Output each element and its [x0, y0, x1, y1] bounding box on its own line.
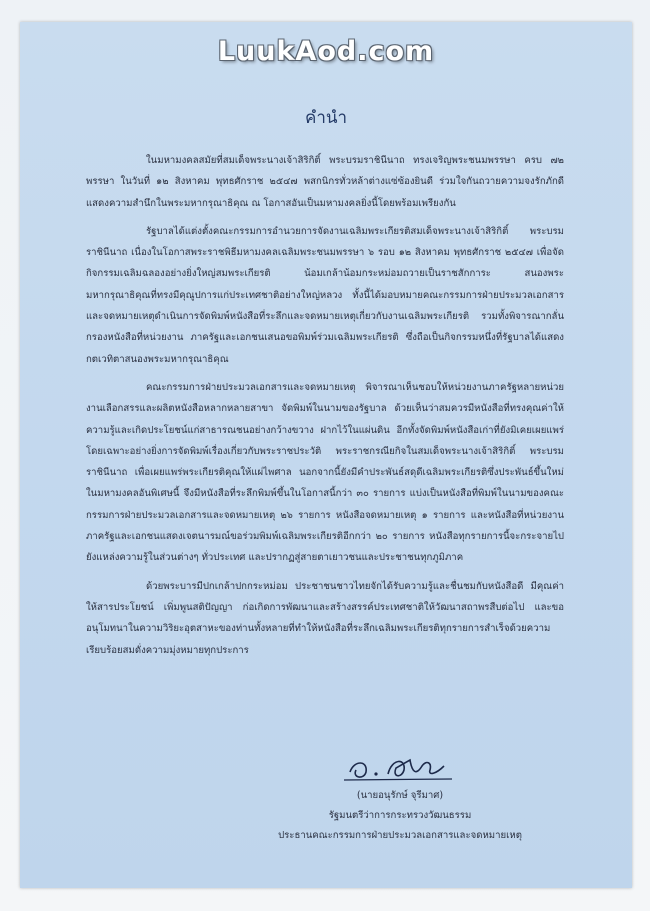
handwritten-signature [340, 752, 460, 784]
watermark: LuukAod.com [217, 36, 435, 67]
page-title: คำนำ [304, 108, 348, 128]
signatory-name: (นายอนุรักษ์ จุรีมาศ) [356, 790, 444, 801]
paragraph-2: รัฐบาลได้แต่งตั้งคณะกรรมการอำนวยการจัดงานเฉลิมพระเกียรติสมเด็จพระนางเจ้าสิริกิติ์ พระบรมราชินีนาถ เนื่องในโอกาสพระราชพิธีมหามงคลเฉลิมพระชนมพรรษา ๖ รอบ ๑๒ สิงหาคม พุทธศักราช ๒๕๔๗ เพื่อจัดกิจกรรมเฉลิมฉลองอย่างยิ่งใหญ่สมพระเกียรติ น้อมเกล้าน้อมกระหม่อมถวายเป็นราชสักการะ สนองพระมหากรุณาธิคุณที่ทรงมีคุณูปการแก่ประเทศชาติอย่างใหญ่หลวง ทั้งนี้ได้มอบหมายคณะกรรมการฝ่ายประมวลเอกสารและจดหมายเหตุดำเนินการจัดพิมพ์หนังสือที่ระลึกและจดหมายเหตุเกี่ยวกับงานเฉลิมพระเกียรติ รวมทั้งพิจารณากลั่นกรองหนังสือที่หน่วยงาน ภาครัฐและเอกชนเสนอขอพิมพ์ร่วมเฉลิมพระเกียรติ ซึ่งถือเป็นกิจกรรมหนึ่งที่รัฐบาลได้แสดงกตเวทิตาสนองพระมหากรุณาธิคุณ [86, 225, 564, 365]
signature-block [210, 752, 590, 846]
signatory-role: ประธานคณะกรรมการฝ่ายประมวลเอกสารและจดหมายเหตุ [278, 830, 522, 841]
paragraph-1: ในมหามงคลสมัยที่สมเด็จพระนางเจ้าสิริกิติ์ พระบรมราชินีนาถ ทรงเจริญพระชนมพรรษา ครบ ๗๒ พรรษา ในวันที่ ๑๒ สิงหาคม พุทธศักราช ๒๕๔๗ พสกนิกรทั่วหล้าต่างแซ่ซ้องยินดี ร่วมใจกันถวายความจงรักภักดี แสดงความสำนึกในพระมหากรุณาธิคุณ ณ โอกาสอันเป็นมหามงคลยิ่งนี้โดยพร้อมเพรียงกัน [86, 155, 564, 209]
document-body [86, 150, 564, 668]
signatory-position: รัฐมนตรีว่าการกระทรวงวัฒนธรรม [328, 810, 472, 821]
document-page [20, 22, 632, 888]
paragraph-3: คณะกรรมการฝ่ายประมวลเอกสารและจดหมายเหตุ พิจารณาเห็นชอบให้หน่วยงานภาครัฐหลายหน่วยงานเลือกสรรและผลิตหนังสือหลากหลายสาขา จัดพิมพ์ในนามของรัฐบาล ด้วยเห็นว่าสมควรมีหนังสือที่ทรงคุณค่าให้ความรู้และเกิดประโยชน์แก่สาธารณชนอย่างกว้างขวาง ฝากไว้ในแผ่นดิน อีกทั้งจัดพิมพ์หนังสือเก่าที่ยังมิเคยเผยแพร่ โดยเฉพาะอย่างยิ่งการจัดพิมพ์เรื่องเกี่ยวกับพระราชประวัติ พระราชกรณียกิจในสมเด็จพระนางเจ้าสิริกิติ์ พระบรมราชินีนาถ เพื่อเผยแพร่พระเกียรติคุณให้แผ่ไพศาล นอกจากนี้ยังมีคำประพันธ์สดุดีเฉลิมพระเกียรติซึ่งประพันธ์ขึ้นใหม่ในมหามงคลอันพิเศษนี้ จึงมีหนังสือที่ระลึกพิมพ์ขึ้นในโอกาสนี้กว่า ๓๐ รายการ แบ่งเป็นหนังสือที่พิมพ์ในนามของคณะกรรมการฝ่ายประมวลเอกสารและจดหมายเหตุ ๒๖ รายการ หนังสือจดหมายเหตุ ๑ รายการ และหนังสือที่หน่วยงานภาครัฐและเอกชนแสดงเจตนารมณ์ขอร่วมพิมพ์เฉลิมพระเกียรติอีกกว่า ๒๐ รายการ หนังสือทุกรายการนี้จะกระจายไปยังแหล่งความรู้ในส่วนต่างๆ ทั่วประเทศ และปรากฏสู่สายตาเยาวชนและประชาชนทุกภูมิภาค [86, 381, 564, 564]
paragraph-4: ด้วยพระบารมีปกเกล้าปกกระหม่อม ประชาชนชาวไทยจักได้รับความรู้และชื่นชมกับหนังสือดี มีคุณค่าให้สารประโยชน์ เพิ่มพูนสติปัญญา ก่อเกิดการพัฒนาและสร้างสรรค์ประเทศชาติให้วัฒนาสถาพรสืบต่อไป และขออนุโมทนาในความวิริยะอุตสาหะของท่านทั้งหลายที่ทำให้หนังสือที่ระลึกเฉลิมพระเกียรติทุกรายการสำเร็จด้วยความเรียบร้อยสมดั่งความมุ่งหมายทุกประการ [86, 580, 564, 656]
